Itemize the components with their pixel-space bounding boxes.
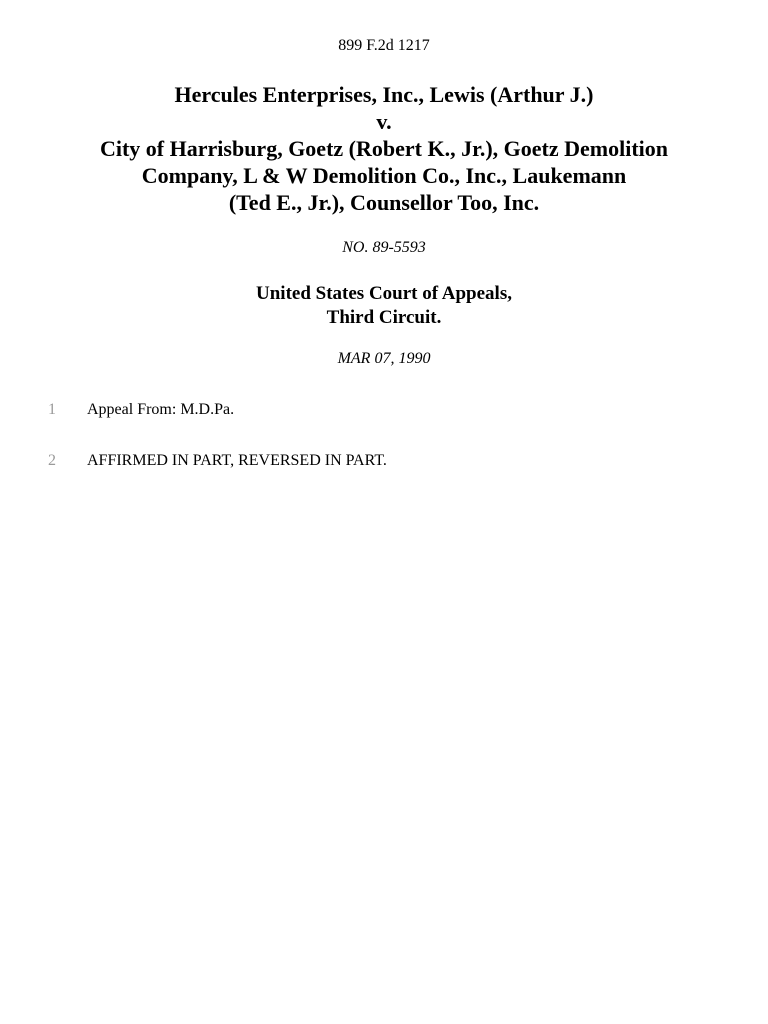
- docket-number: NO. 89-5593: [342, 239, 426, 256]
- court-name: [0, 282, 768, 330]
- case-caption: [40, 81, 728, 216]
- caption-plaintiffs: Hercules Enterprises, Inc., Lewis (Arthur J.): [174, 82, 594, 107]
- caption-defendants-line-1: City of Harrisburg, Goetz (Robert K., Jr.), Goetz Demolition: [99, 136, 668, 161]
- caption-versus: v.: [376, 109, 392, 134]
- decision-date: MAR 07, 1990: [337, 350, 431, 367]
- paragraph-number: 1: [48, 401, 56, 418]
- caption-defendants-line-3: (Ted E., Jr.), Counsellor Too, Inc.: [228, 190, 540, 215]
- caption-defendants-line-2: Company, L & W Demolition Co., Inc., Laukemann: [141, 163, 627, 188]
- court-name-line-2: Third Circuit.: [326, 307, 442, 328]
- court-name-line-1: United States Court of Appeals,: [256, 283, 512, 304]
- citation: 899 F.2d 1217: [338, 37, 430, 54]
- paragraph-text: Appeal From: M.D.Pa.: [87, 401, 235, 418]
- paragraph-text: AFFIRMED IN PART, REVERSED IN PART.: [87, 452, 387, 469]
- paragraph-number: 2: [48, 452, 56, 469]
